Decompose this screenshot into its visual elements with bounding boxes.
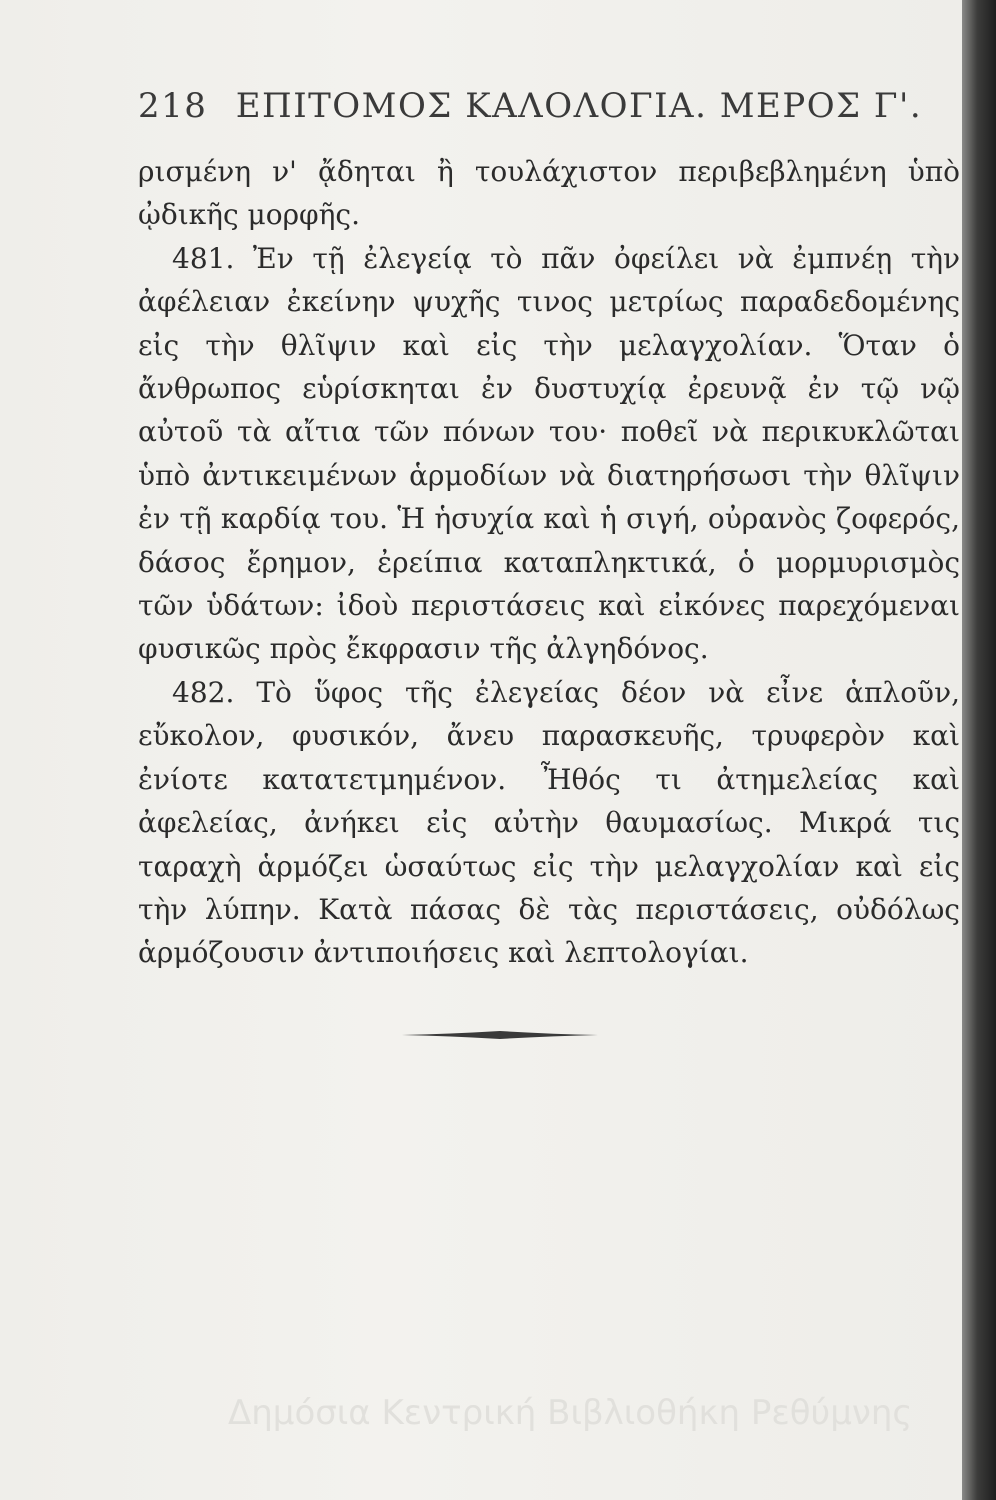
page-edge-shadow [962, 0, 996, 1500]
paragraph-continuation [138, 150, 960, 237]
running-header [138, 86, 958, 126]
paragraph-number: 482. [172, 675, 235, 709]
paragraph-text: ρισμένη ν' ᾄδηται ἢ τουλάχιστον περιβεβλημένη ὑπὸ ᾠδικῆς μορφῆς. [138, 155, 960, 232]
paragraph-482 [138, 671, 960, 975]
body-text [138, 150, 960, 975]
section-divider-ornament [400, 1028, 600, 1042]
running-title: ΕΠΙΤΟΜΟΣ ΚΑΛΟΛΟΓΙΑ. ΜΕΡΟΣ Γ'. [235, 86, 923, 126]
page-number: 218 [138, 86, 208, 126]
library-watermark: Δημόσια Κεντρική Βιβλιοθήκη Ρεθύμνης [228, 1393, 913, 1433]
paragraph-number: 481. [172, 241, 235, 275]
paragraph-481 [138, 237, 960, 671]
paragraph-text: Ἐν τῇ ἐλεγείᾳ τὸ πᾶν ὀφείλει νὰ ἐμπνέῃ τὴν ἀφέλειαν ἐκείνην ψυχῆς τινος μετρίως παραδεδομένης εἰς τὴν θλῖψιν καὶ εἰς τὴν μελαγχολίαν. Ὅταν ὁ ἄνθρωπος εὑρίσκηται ἐν δυστυχίᾳ ἐρευνᾷ ἐν τῷ νῷ αὐτοῦ τὰ αἴτια τῶν πόνων του· ποθεῖ νὰ περικυκλῶται ὑπὸ ἀντικειμένων ἁρμοδίων νὰ διατηρήσωσι τὴν θλῖψιν ἐν τῇ καρδίᾳ του. Ἡ ἡσυχία καὶ ἡ σιγή, οὐρανὸς ζοφερός, δάσος ἔρημον, ἐρείπια καταπληκτικά, ὁ μορμυρισμὸς τῶν ὑδάτων: ἰδοὺ περιστάσεις καὶ εἰκόνες παρεχόμεναι φυσικῶς πρὸς ἔκφρασιν τῆς ἀλγηδόνος. [138, 241, 961, 666]
paragraph-text: Τὸ ὕφος τῆς ἐλεγείας δέον νὰ εἶνε ἁπλοῦν, εὔκολον, φυσικόν, ἄνευ παρασκευῆς, τρυφερὸν καὶ ἐνίοτε κατατετμημένον. Ἦθός τι ἀτημελείας καὶ ἀφελείας, ἀνήκει εἰς αὐτὴν θαυμασίως. Μικρά τις ταραχὴ ἁρμόζει ὡσαύτως εἰς τὴν μελαγχολίαν καὶ εἰς τὴν λύπην. Κατὰ πάσας δὲ τὰς περιστάσεις, οὐδόλως ἁρμόζουσιν ἀντιποιήσεις καὶ λεπτολογίαι. [138, 675, 960, 970]
